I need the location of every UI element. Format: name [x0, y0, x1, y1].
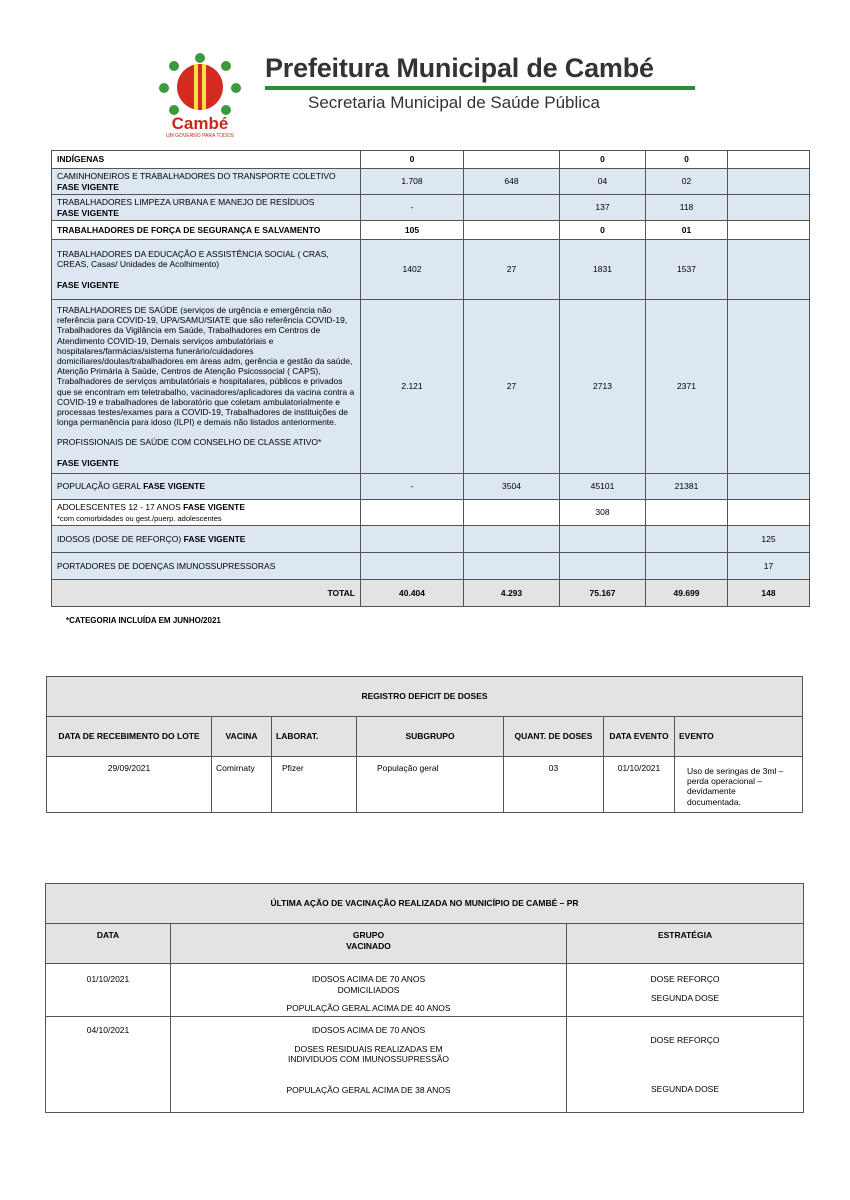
- cell: 2713: [560, 300, 646, 474]
- cell: DOSE REFORÇO SEGUNDA DOSE: [567, 964, 804, 1017]
- table-row: [47, 757, 803, 813]
- cell: [361, 553, 464, 580]
- cell: 01/10/2021: [46, 964, 171, 1017]
- logo-emblem-icon: [150, 50, 250, 138]
- cell: DOSE REFORÇO SEGUNDA DOSE: [567, 1016, 804, 1112]
- cell: 0: [646, 151, 728, 169]
- cell: 105: [361, 221, 464, 240]
- cell: 308: [560, 500, 646, 526]
- last-vaccination-table: [45, 883, 804, 1113]
- group-label: TRABALHADORES DE SAÚDE (serviços de urgência e emergência não referência para COVID-19, UPA/SAMU/SIATE que são referência COVID-19, Trabalhadores da Vigilância em Saúde, Trabalhadores em Centros de Atendimento COVID-19, Demais serviços ambulatóriais e hospitalares/farmácias/sistema funerário/cuidadores domiciliares/doulas/trabalhadores em áreas adm, gerência e gestão da saúde, Atenção Primária à Saúde, Centros de Atenção Psicossocial ( CAPS), Trabalhadores de serviços ambulatóriais e hospitalares, públicos e privados que se encontram em teletrabalho, vacinadores/aplicadores da vacina contra a COVID-19 e trabalhadores de laboratório que coletam ambulatorialmente e processas testes/exames para a COVID-19, Trabalhadores de instituições de longa permanência para idoso (ILPI) e demais não listados anteriormente. PROFISSIONAIS DE SAÚDE COM CONSELHO DE CLASSE ATIVO* FASE VIGENTE: [52, 300, 361, 474]
- cell: [464, 221, 560, 240]
- cell: 4.293: [464, 580, 560, 607]
- dose-deficit-table: [46, 676, 803, 813]
- table-row: [52, 526, 810, 553]
- column-header: VACINA: [212, 717, 272, 757]
- cell: 27: [464, 240, 560, 300]
- table-row: [52, 553, 810, 580]
- cell: 75.167: [560, 580, 646, 607]
- table-row: [52, 195, 810, 221]
- cell: Comirnaty: [212, 757, 272, 813]
- table-title: REGISTRO DEFICIT DE DOSES: [47, 677, 803, 717]
- cell: IDOSOS ACIMA DE 70 ANOS DOSES RESIDUAIS REALIZADAS EM INDIVIDUOS COM IMUNOSSUPRESSÃO POPULAÇÃO GERAL ACIMA DE 38 ANOS: [171, 1016, 567, 1112]
- svg-text:UM GOVERNO PARA TODOS: UM GOVERNO PARA TODOS: [165, 133, 235, 138]
- cell: 0: [560, 221, 646, 240]
- title-divider: [265, 86, 695, 90]
- page-title: Prefeitura Municipal de Cambé: [265, 53, 654, 83]
- total-row: [52, 580, 810, 607]
- group-label: ADOLESCENTES 12 - 17 ANOS FASE VIGENTE *com comorbidades ou gest./puerp. adolescentes: [52, 500, 361, 526]
- cell: [728, 151, 810, 169]
- cell: [560, 526, 646, 553]
- cell: -: [361, 474, 464, 500]
- cell: [728, 195, 810, 221]
- cell: 03: [504, 757, 604, 813]
- table-title: ÚLTIMA AÇÃO DE VACINAÇÃO REALIZADA NO MUNICÍPIO DE CAMBÉ – PR: [46, 884, 804, 924]
- cell: [728, 300, 810, 474]
- group-label: CAMINHONEIROS E TRABALHADORES DO TRANSPORTE COLETIVO FASE VIGENTE: [52, 169, 361, 195]
- svg-text:Cambé: Cambé: [171, 114, 229, 133]
- group-label: TRABALHADORES LIMPEZA URBANA E MANEJO DE RESÍDUOS FASE VIGENTE: [52, 195, 361, 221]
- cell: 137: [560, 195, 646, 221]
- column-header: QUANT. DE DOSES: [504, 717, 604, 757]
- cell: 0: [560, 151, 646, 169]
- column-header: GRUPO VACINADO: [171, 924, 567, 964]
- cell: [464, 526, 560, 553]
- cell: [464, 151, 560, 169]
- table-row: [52, 300, 810, 474]
- cell: 0: [361, 151, 464, 169]
- cell: 125: [728, 526, 810, 553]
- group-label: POPULAÇÃO GERAL FASE VIGENTE: [52, 474, 361, 500]
- column-header: DATA: [46, 924, 171, 964]
- column-header: SUBGRUPO: [357, 717, 504, 757]
- page-subtitle: Secretaria Municipal de Saúde Pública: [308, 93, 601, 112]
- cell: 01: [646, 221, 728, 240]
- group-label: TRABALHADORES DE FORÇA DE SEGURANÇA E SALVAMENTO: [52, 221, 361, 240]
- prefeitura-logo: [150, 50, 250, 138]
- cell: 1.708: [361, 169, 464, 195]
- column-header: DATA EVENTO: [604, 717, 675, 757]
- group-label: TRABALHADORES DA EDUCAÇÃO E ASSISTÊNCIA SOCIAL ( CRAS, CREAS, Casas/ Unidades de Acolhimento) FASE VIGENTE: [52, 240, 361, 300]
- cell: [728, 221, 810, 240]
- table-row: [52, 474, 810, 500]
- cell: [646, 526, 728, 553]
- table-row: [52, 240, 810, 300]
- cell: [728, 169, 810, 195]
- total-label: TOTAL: [52, 580, 361, 607]
- cell: 40.404: [361, 580, 464, 607]
- vaccination-groups-table: [51, 150, 810, 607]
- cell: -: [361, 195, 464, 221]
- cell: 21381: [646, 474, 728, 500]
- cell: 3504: [464, 474, 560, 500]
- cell: Uso de seringas de 3ml – perda operacional – devidamente documentada.: [675, 757, 803, 813]
- cell: [361, 526, 464, 553]
- column-header: DATA DE RECEBIMENTO DO LOTE: [47, 717, 212, 757]
- cell: 49.699: [646, 580, 728, 607]
- table-header-row: [47, 717, 803, 757]
- cell: [560, 553, 646, 580]
- cell: [464, 195, 560, 221]
- cell: 2.121: [361, 300, 464, 474]
- cell: 1537: [646, 240, 728, 300]
- table-row: [46, 1016, 804, 1112]
- group-label: INDÍGENAS: [52, 151, 361, 169]
- cell: 1831: [560, 240, 646, 300]
- category-note: *CATEGORIA INCLUÍDA EM JUNHO/2021: [66, 616, 221, 625]
- cell: Pfizer: [272, 757, 357, 813]
- table-header-row: [46, 924, 804, 964]
- table-row: [52, 221, 810, 240]
- cell: 148: [728, 580, 810, 607]
- cell: [361, 500, 464, 526]
- cell: 648: [464, 169, 560, 195]
- cell: [728, 500, 810, 526]
- cell: [728, 474, 810, 500]
- cell: [646, 500, 728, 526]
- table-title-row: [46, 884, 804, 924]
- table-row: [52, 500, 810, 526]
- cell: [646, 553, 728, 580]
- table-title-row: [47, 677, 803, 717]
- cell: 2371: [646, 300, 728, 474]
- group-label: IDOSOS (DOSE DE REFORÇO) FASE VIGENTE: [52, 526, 361, 553]
- group-label: PORTADORES DE DOENÇAS IMUNOSSUPRESSORAS: [52, 553, 361, 580]
- cell: 118: [646, 195, 728, 221]
- cell: 29/09/2021: [47, 757, 212, 813]
- column-header: EVENTO: [675, 717, 803, 757]
- cell: 04: [560, 169, 646, 195]
- cell: População geral: [357, 757, 504, 813]
- cell: 04/10/2021: [46, 1016, 171, 1112]
- cell: IDOSOS ACIMA DE 70 ANOS DOMICILIADOS POPULAÇÃO GERAL ACIMA DE 40 ANOS: [171, 964, 567, 1017]
- table-row: [52, 169, 810, 195]
- column-header: ESTRATÉGIA: [567, 924, 804, 964]
- table-row: [46, 964, 804, 1017]
- cell: 45101: [560, 474, 646, 500]
- cell: 27: [464, 300, 560, 474]
- column-header: LABORAT.: [272, 717, 357, 757]
- table-row: [52, 151, 810, 169]
- cell: 1402: [361, 240, 464, 300]
- cell: [464, 553, 560, 580]
- cell: 17: [728, 553, 810, 580]
- cell: 01/10/2021: [604, 757, 675, 813]
- cell: [464, 500, 560, 526]
- cell: [728, 240, 810, 300]
- cell: 02: [646, 169, 728, 195]
